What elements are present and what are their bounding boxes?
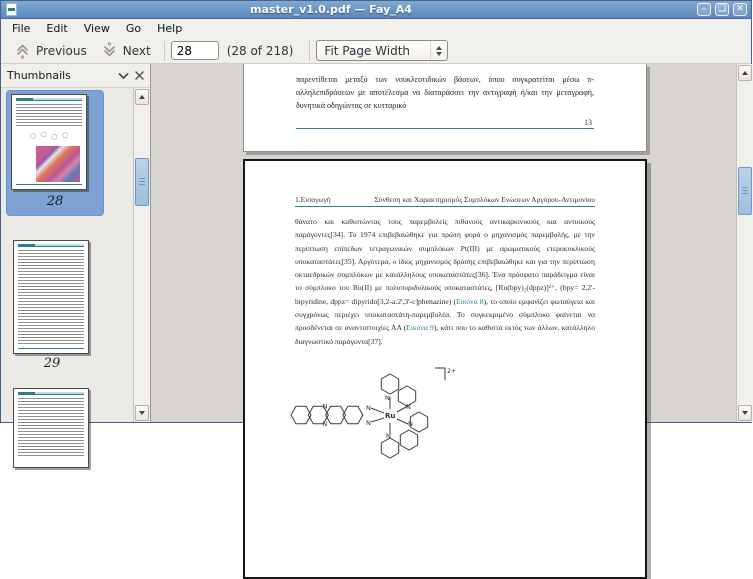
maximize-button[interactable]: ❑ [715, 3, 729, 16]
thumbnail-page-29[interactable] [13, 240, 89, 354]
menu-help[interactable]: Help [157, 22, 183, 35]
menu-go[interactable]: Go [125, 22, 142, 35]
arrow-down-icon [139, 411, 145, 415]
page-number-input[interactable] [171, 41, 219, 60]
previous-label: Previous [36, 43, 87, 58]
window-title: master_v1.0.pdf — Fay_A4 [250, 3, 412, 16]
n-atom-label: N [406, 402, 411, 411]
menu-file[interactable]: File [12, 22, 31, 35]
page13-text: παρεντίθεται μεταξύ των νουκλεοτιδικών βάσεων, όπου συγκρατείται μέσω π-αλληλεπιδράσεων με αποτέλεσμα να διαταράσσει την αντιγραφή ή/και την μεταγραφή, δυνητικά οδηγώντας σε κυτταρικό [296, 75, 594, 110]
arrow-up-icon [139, 95, 145, 99]
n-atom-label: N [386, 431, 391, 440]
close-icon [135, 71, 144, 80]
document-page-14 [243, 159, 647, 579]
scrollbar-thumb[interactable] [135, 158, 149, 206]
scroll-down-button[interactable] [135, 405, 149, 421]
sidebar-scrollbar[interactable] [133, 88, 150, 422]
figure-8-link[interactable]: Εικόνα 8 [456, 296, 484, 306]
n-atom-label: N [322, 402, 328, 411]
n-atom-label: N [322, 419, 328, 428]
minimize-button[interactable]: – [697, 3, 711, 16]
content-area [1, 64, 753, 440]
next-page-button[interactable] [94, 40, 158, 61]
thumbnail-page-30[interactable] [13, 388, 89, 468]
n-atom-label: N [366, 403, 371, 412]
previous-icon [14, 42, 31, 59]
n-atom-label: N [366, 418, 371, 427]
menu-view[interactable]: View [83, 22, 110, 35]
toolbar-separator [309, 41, 310, 61]
thumbnail-label-28: 28 [46, 194, 64, 209]
previous-page-button[interactable] [7, 40, 94, 61]
zoom-mode-value: Fit Page Width [324, 43, 411, 58]
close-button[interactable]: ✕ [733, 3, 747, 16]
scroll-up-button[interactable] [738, 65, 752, 81]
chevron-down-icon [118, 72, 129, 80]
ru-metal-label: Ru [385, 411, 396, 420]
combo-spinner-icon[interactable] [430, 41, 447, 60]
next-icon [101, 42, 118, 59]
page-header [295, 195, 595, 207]
document-page-13 [243, 64, 647, 152]
thumb-chem-sketch [22, 128, 76, 144]
toolbar [1, 38, 751, 64]
header-chapter: 1.Εισαγωγή [295, 195, 331, 204]
page13-footer-rule [296, 128, 594, 129]
next-label: Next [122, 43, 151, 58]
thumbnails-sidebar [1, 64, 151, 422]
ru-complex-structure [285, 360, 515, 460]
page-count-label: (28 of 218) [226, 43, 294, 58]
document-view [151, 64, 753, 440]
thumb-molecule-image [36, 146, 80, 182]
sidebar-title: Thumbnails [7, 69, 71, 82]
thumbnail-panel [1, 87, 150, 422]
sidebar-header [1, 64, 150, 87]
page13-number: 13 [584, 118, 592, 128]
ru-complex-figure [285, 360, 645, 463]
page-body-text: θάνατο και καθιστώντας τους παρεμβολείς πιθανούς αντικαρκινικούς και αντιιικούς παράγοντες[34]. Το 1974 επιβεβαιώθηκε για πρώτη φορά ο μηχανισμός παρεμβολής, με την περίπτωση επίπεδων τετραγωνικών συμπλόκων Pt(III) με αρωματικούς ετεροκυκλικούς υποκαταστάτες[35]. Αργότερα, ο ίδιος μηχανισμός δράσης επιβεβαιώθηκε και για την περίπτωση οκταεδρικών συμπλόκων με κατάλληλους υποκαταστάτες[36]. Ένα πρόσφατο παράδειγμα είναι το σύμπλοκο του Ru(II) με πολυπυριδυλικούς υποκαταστάτες, [Ru(bpy)₂(dppz)]²⁺, (bpy= 2,2'-bipyridine, dppz= dipyrido[3,2-a:2',3'-c]phenazine) (Εικόνα 8), το οποίο εμφανίζει φωταύγεια και συγχρόνως περιέχει υποκαταστάτη-παρεμβολέα. Το συγκεκριμένο σύμπλοκο φαίνεται να προσδένεται σε αναντιστοιχίες ΑΑ (Εικόνα 9), κάτι που το καθιστά εκτός των άλλων, κατάλληλο διαγνωστικό παράγοντα[37]. [295, 217, 596, 346]
header-thesis-title: Σύνθεση και Χαρακτηρισμός Συμπλόκων Ενώσεων Αργύρου-Αντιμονίου [374, 195, 595, 204]
scrollbar-thumb[interactable] [738, 167, 752, 215]
toolbar-separator [164, 41, 165, 61]
n-atom-label: N [408, 419, 413, 428]
title-bar [1, 1, 751, 19]
scroll-down-button[interactable] [738, 405, 752, 421]
n-atom-label: N [385, 393, 390, 402]
figure-9-link[interactable]: Εικόνα 9 [406, 323, 434, 333]
sidebar-mode-dropdown[interactable] [118, 72, 129, 80]
arrow-up-icon [742, 71, 748, 75]
sidebar-close-button[interactable] [135, 71, 144, 80]
arrow-down-icon [742, 411, 748, 415]
main-scrollbar[interactable] [736, 64, 753, 422]
charge-label: 2+ [447, 367, 456, 375]
document-canvas[interactable] [151, 64, 736, 440]
scroll-up-button[interactable] [135, 89, 149, 105]
thumbnail-list[interactable] [1, 88, 133, 422]
menu-edit[interactable]: Edit [46, 22, 68, 35]
thumbnail-label-29: 29 [43, 356, 61, 371]
zoom-mode-select[interactable] [316, 40, 448, 61]
menu-bar [1, 19, 751, 38]
thumbnail-page-28[interactable] [11, 94, 87, 190]
